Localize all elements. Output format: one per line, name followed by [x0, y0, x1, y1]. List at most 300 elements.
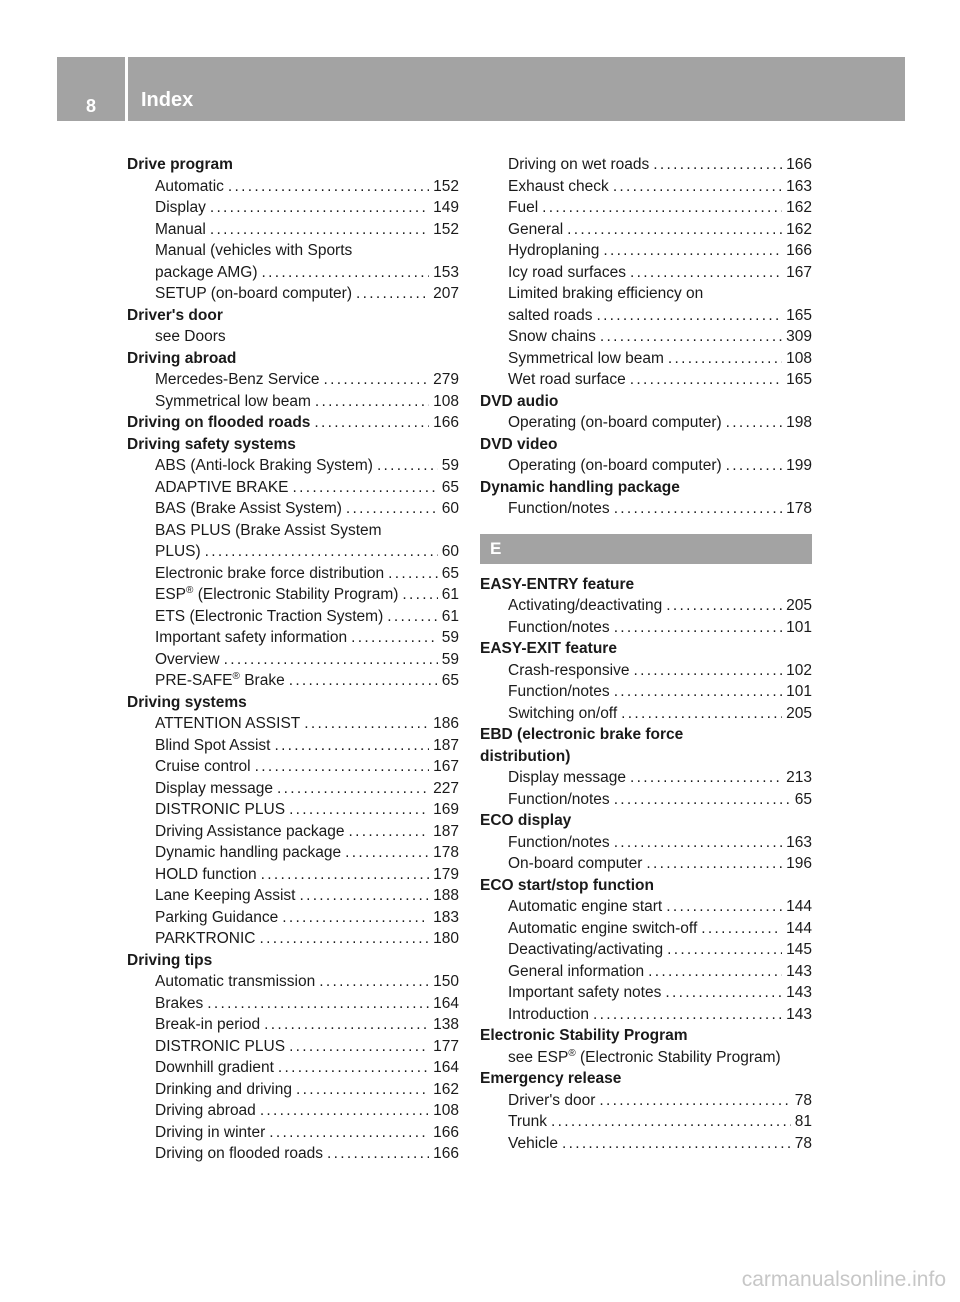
entry-label: [508, 176, 609, 198]
entry-label-text: On-board computer: [508, 855, 643, 872]
page-ref: 177: [433, 1037, 459, 1055]
entry-label-text: Break-in period: [155, 1016, 261, 1033]
index-entry: [480, 832, 812, 854]
entry-label-text: Automatic engine switch-off: [508, 919, 698, 937]
entry-label-text: package AMG): [155, 263, 258, 281]
index-subtext: [480, 283, 812, 305]
index-entry: [127, 842, 459, 864]
index-entry: [127, 1143, 459, 1165]
leader-dots: [228, 176, 429, 198]
index-entry: [480, 240, 812, 262]
leader-dots: [349, 821, 430, 843]
leader-dots: [293, 477, 438, 499]
leader-dots: [224, 649, 438, 671]
leader-dots: [277, 778, 429, 800]
page-ref: 166: [786, 242, 812, 259]
leader-dots: [567, 219, 782, 241]
index-heading: Driving safety systems: [127, 435, 296, 453]
leader-dots: [614, 832, 782, 854]
index-entry: [480, 1133, 812, 1155]
page-ref: 59: [441, 629, 459, 646]
page-ref: 163: [786, 833, 812, 851]
leader-dots: [542, 197, 782, 219]
entry-label-text: Automatic engine start: [508, 898, 663, 915]
index-entry: [127, 778, 459, 800]
entry-label-text: General: [508, 220, 564, 238]
entry-label: [508, 326, 596, 348]
index-heading: DVD video: [480, 435, 558, 453]
index-column-right: [480, 154, 812, 1154]
entry-label-text: Electronic brake force distribution: [155, 564, 385, 582]
subtext-label: Manual (vehicles with Sports: [155, 242, 353, 259]
entry-label: [508, 939, 663, 961]
index-entry: [127, 1100, 459, 1122]
index-entry: [480, 767, 812, 789]
page-ref: 187: [433, 736, 459, 754]
entry-label-text: Brakes: [155, 994, 204, 1012]
page-ref: 205: [786, 704, 812, 722]
entry-label-text: Downhill gradient: [155, 1059, 274, 1076]
entry-label-text: Display: [155, 199, 206, 216]
entry-label: [155, 477, 289, 499]
page-ref: 166: [433, 1145, 459, 1162]
entry-label: [508, 412, 722, 434]
index-entry: [480, 982, 812, 1004]
entry-label: [508, 1133, 558, 1155]
registered-mark: ®: [568, 1047, 576, 1059]
index-entry: [127, 1079, 459, 1101]
entry-label-text: Operating (on-board computer): [508, 457, 722, 474]
entry-label-text: Crash-responsive: [508, 661, 630, 679]
page-ref: 227: [433, 779, 459, 797]
entry-label-text: DISTRONIC PLUS: [155, 801, 286, 818]
index-entry: [480, 961, 812, 983]
leader-dots: [346, 498, 438, 520]
index-entry: [480, 918, 812, 940]
leader-dots: [289, 1036, 429, 1058]
page-ref: 199: [786, 457, 812, 474]
index-entry: [127, 477, 459, 499]
header-divider: [125, 57, 128, 121]
leader-dots: [345, 842, 429, 864]
leader-dots: [377, 455, 438, 477]
page-ref: 165: [786, 306, 812, 324]
page-ref: 188: [433, 887, 459, 904]
index-entry: [127, 1122, 459, 1144]
entry-label: [155, 584, 398, 606]
index-entry: [480, 617, 812, 639]
index-heading: Electronic Stability Program: [480, 1027, 688, 1044]
entry-label-text: Manual: [155, 220, 206, 238]
leader-dots: [315, 391, 429, 413]
index-entry: [127, 455, 459, 477]
page-ref: 180: [433, 930, 459, 947]
entry-label-text: Function/notes: [508, 833, 610, 851]
entry-label-text: Cruise control: [155, 758, 251, 775]
entry-label: [155, 262, 258, 284]
entry-label: [155, 606, 383, 628]
entry-label-text: Activating/deactivating: [508, 597, 663, 614]
index-entry: [127, 498, 459, 520]
leader-dots: [289, 799, 429, 821]
entry-label: [155, 498, 342, 520]
entry-label: [155, 391, 311, 413]
entry-label: [508, 369, 626, 391]
leader-dots: [653, 154, 782, 176]
page-ref: 183: [433, 908, 459, 926]
entry-label-cont: (Electronic Stability Program): [193, 586, 399, 603]
entry-label: [155, 563, 384, 585]
entry-label: [508, 767, 626, 789]
page-ref: 144: [786, 919, 812, 937]
page-ref: 187: [433, 822, 459, 840]
leader-dots: [701, 918, 782, 940]
page-ref: 149: [433, 199, 459, 216]
subtext-label-cont: (Electronic Stability Program): [575, 1048, 781, 1066]
entry-label-text: ABS (Anti-lock Braking System): [155, 457, 373, 474]
entry-label-text: Automatic: [155, 177, 224, 195]
leader-dots: [593, 1004, 782, 1026]
leader-dots: [296, 1079, 429, 1101]
leader-dots: [614, 681, 782, 703]
index-entry: [127, 627, 459, 649]
page-ref: 167: [433, 758, 459, 775]
page-ref: 164: [433, 994, 459, 1012]
leader-dots: [666, 896, 782, 918]
index-entry: [480, 939, 812, 961]
leader-dots: [726, 455, 782, 477]
entry-label-text: Wet road surface: [508, 371, 626, 388]
entry-label-text: DISTRONIC PLUS: [155, 1037, 286, 1055]
index-subtext: [127, 520, 459, 542]
index-entry: [127, 606, 459, 628]
index-entry: [480, 896, 812, 918]
page-ref: 61: [441, 607, 459, 625]
entry-label-text: ETS (Electronic Traction System): [155, 607, 384, 625]
entry-label-text: Driving on wet roads: [508, 156, 650, 173]
entry-label: [155, 928, 255, 950]
entry-label-text: Mercedes-Benz Service: [155, 371, 320, 388]
entry-label: [155, 1100, 256, 1122]
index-entry: [127, 799, 459, 821]
page-ref: 162: [786, 199, 812, 216]
registered-mark: ®: [186, 585, 194, 596]
index-entry: [127, 1036, 459, 1058]
entry-label: [155, 864, 257, 886]
entry-label: [155, 1143, 323, 1165]
entry-label: [155, 455, 373, 477]
entry-label-text: PARKTRONIC: [155, 930, 256, 947]
subtext-label: see ESP: [508, 1048, 569, 1066]
page-ref: 138: [433, 1016, 459, 1033]
entry-label: [155, 197, 206, 219]
leader-dots: [668, 348, 782, 370]
page-ref: 101: [786, 618, 812, 636]
entry-label: [508, 1004, 589, 1026]
subtext-label: Limited braking efficiency on: [508, 285, 704, 302]
entry-label: [508, 660, 629, 682]
page-ref: 178: [433, 844, 459, 861]
page-ref: 102: [786, 661, 812, 679]
entry-label-text: Driver's door: [508, 1091, 596, 1109]
page-ref: 163: [786, 177, 812, 195]
leader-dots: [402, 584, 437, 606]
entry-label: [508, 961, 644, 983]
leader-dots: [551, 1111, 791, 1133]
page-ref: 162: [786, 220, 812, 238]
page-ref: 59: [441, 650, 459, 668]
page-ref: 59: [441, 457, 459, 474]
entry-label: [508, 455, 722, 477]
page-ref: 213: [786, 769, 812, 786]
leader-dots: [388, 563, 438, 585]
index-entry: [127, 885, 459, 907]
entry-label-text: SETUP (on-board computer): [155, 285, 352, 302]
entry-label: [155, 1036, 285, 1058]
page-ref: 152: [433, 220, 459, 238]
entry-label-text: PLUS): [155, 543, 201, 560]
entry-label-text: Symmetrical low beam: [508, 349, 664, 367]
entry-label-text: Deactivating/activating: [508, 941, 664, 958]
entry-label: [155, 993, 203, 1015]
index-subtext: [127, 240, 459, 262]
leader-dots: [665, 982, 782, 1004]
page-ref: 81: [794, 1113, 812, 1130]
page-ref: 65: [794, 790, 812, 808]
entry-label: [508, 197, 538, 219]
index-entry: [127, 756, 459, 778]
index-entry: [127, 1057, 459, 1079]
entry-label-text: Symmetrical low beam: [155, 392, 311, 410]
index-entry: [127, 907, 459, 929]
entry-label: [508, 1111, 547, 1133]
index-heading: EBD (electronic brake force: [480, 726, 684, 743]
entry-label-text: Important safety notes: [508, 984, 662, 1001]
entry-label-text: Snow chains: [508, 328, 596, 345]
entry-label: [155, 1079, 292, 1101]
leader-dots: [210, 219, 429, 241]
entry-label-text: BAS (Brake Assist System): [155, 500, 342, 517]
index-entry: [480, 1004, 812, 1026]
leader-dots: [299, 885, 429, 907]
page-title: Index: [141, 89, 194, 111]
entry-label-text: PRE-SAFE: [155, 672, 233, 689]
page-ref: 153: [433, 263, 459, 281]
index-heading: EASY-EXIT feature: [480, 640, 617, 657]
index-entry: [480, 197, 812, 219]
section-letter: E: [480, 534, 812, 564]
index-entry: [480, 455, 812, 477]
leader-dots: [351, 627, 438, 649]
subtext-label: see Doors: [155, 328, 226, 345]
entry-label-text: Fuel: [508, 199, 539, 216]
index-heading: Driver's door: [127, 306, 223, 324]
leader-dots: [614, 617, 782, 639]
entry-label-text: Function/notes: [508, 683, 610, 700]
index-entry: [127, 262, 459, 284]
index-subtext: [127, 326, 459, 348]
leader-dots: [667, 939, 782, 961]
index-entry: [480, 853, 812, 875]
page-ref: 186: [433, 715, 459, 732]
index-entry: [480, 176, 812, 198]
entry-label-text: Hydroplaning: [508, 242, 600, 259]
entry-label: [508, 789, 610, 811]
leader-dots: [262, 262, 430, 284]
index-entry: [127, 541, 459, 563]
page-ref: 143: [786, 1005, 812, 1023]
page-ref: 61: [441, 586, 459, 603]
page-ref: 65: [441, 478, 459, 496]
leader-dots: [630, 767, 782, 789]
index-column-left: [127, 154, 459, 1165]
page-number: 8: [85, 96, 96, 116]
leader-dots: [207, 993, 429, 1015]
entry-label-text: Parking Guidance: [155, 908, 279, 926]
entry-label-text: ESP: [155, 586, 187, 603]
entry-label: [508, 240, 599, 262]
leader-dots: [255, 756, 430, 778]
leader-dots: [260, 1100, 429, 1122]
leader-dots: [600, 326, 782, 348]
page-ref: 167: [786, 263, 812, 281]
page-ref: 144: [786, 898, 812, 915]
entry-label-text: Overview: [155, 650, 220, 668]
leader-dots: [319, 971, 429, 993]
entry-label: [508, 982, 661, 1004]
index-heading: Driving tips: [127, 951, 213, 969]
leader-dots: [562, 1133, 791, 1155]
leader-dots: [630, 262, 782, 284]
entry-label: [155, 670, 285, 692]
index-entry: [127, 821, 459, 843]
page-ref: 164: [433, 1059, 459, 1076]
entry-label-text: HOLD function: [155, 865, 257, 883]
entry-label-text: General information: [508, 962, 645, 980]
leader-dots: [289, 670, 438, 692]
entry-label: [155, 842, 341, 864]
index-entry: [480, 348, 812, 370]
leader-dots: [324, 369, 430, 391]
index-entry: [480, 498, 812, 520]
entry-label: [155, 971, 315, 993]
entry-label: [508, 348, 664, 370]
page-ref: 65: [441, 672, 459, 689]
page-ref: 196: [786, 855, 812, 872]
index-entry: [127, 219, 459, 241]
index-entry: [480, 305, 812, 327]
page-ref: 108: [786, 349, 812, 367]
entry-label-text: Driving on flooded roads: [155, 1145, 324, 1162]
entry-label-text: Icy road surfaces: [508, 263, 627, 281]
entry-label: [155, 799, 285, 821]
entry-label-text: Blind Spot Assist: [155, 736, 271, 754]
entry-label: [155, 1014, 260, 1036]
page-ref: 108: [433, 392, 459, 410]
index-entry: [127, 197, 459, 219]
entry-label: [508, 703, 617, 725]
leader-dots: [261, 864, 429, 886]
leader-dots: [614, 498, 782, 520]
entry-label-text: Function/notes: [508, 500, 610, 517]
entry-label-text: Driving on flooded roads: [127, 414, 311, 431]
watermark: carmanualsonline.info: [741, 1268, 946, 1291]
entry-label: [155, 907, 278, 929]
leader-dots: [269, 1122, 429, 1144]
page-ref: 207: [433, 285, 459, 302]
entry-label: [508, 154, 649, 176]
leader-dots: [666, 595, 782, 617]
leader-dots: [327, 1143, 429, 1165]
index-entry: [127, 391, 459, 413]
entry-label: [155, 541, 201, 563]
entry-label-text: Lane Keeping Assist: [155, 887, 296, 904]
page-ref: 309: [786, 328, 812, 345]
entry-label-text: Introduction: [508, 1005, 589, 1023]
entry-label-text: Driving Assistance package: [155, 822, 345, 840]
page-ref: 178: [786, 500, 812, 517]
leader-dots: [613, 176, 782, 198]
index-entry: [480, 326, 812, 348]
entry-label: [508, 832, 610, 854]
leader-dots: [603, 240, 782, 262]
index-entry: [127, 283, 459, 305]
index-entry: [480, 681, 812, 703]
index-entry: [480, 1111, 812, 1133]
page-ref: 165: [786, 371, 812, 388]
page-ref: 143: [786, 962, 812, 980]
entry-label: [155, 778, 273, 800]
leader-dots: [387, 606, 437, 628]
index-heading: ECO display: [480, 812, 572, 829]
entry-label-text: salted roads: [508, 306, 593, 324]
index-heading: DVD audio: [480, 392, 559, 410]
leader-dots: [210, 197, 429, 219]
entry-label: [155, 735, 270, 757]
entry-label: [155, 283, 352, 305]
entry-label-text: Function/notes: [508, 790, 610, 808]
entry-label: [155, 1122, 265, 1144]
leader-dots: [630, 369, 782, 391]
entry-label-text: Operating (on-board computer): [508, 414, 722, 431]
leader-dots: [596, 305, 782, 327]
page-ref: 143: [786, 984, 812, 1001]
entry-label-text: Driving abroad: [155, 1102, 256, 1119]
index-heading: EASY-ENTRY feature: [480, 575, 635, 593]
page-ref: 78: [794, 1091, 812, 1109]
entry-label-text: ATTENTION ASSIST: [155, 715, 301, 732]
index-entry: [127, 649, 459, 671]
index-entry: [127, 928, 459, 950]
entry-label-text: Vehicle: [508, 1134, 558, 1152]
entry-label: [508, 305, 592, 327]
index-entry: [127, 584, 459, 606]
index-entry: [127, 670, 459, 692]
entry-label: [155, 1057, 274, 1079]
page-ref: 166: [433, 1123, 459, 1141]
entry-label: [508, 918, 697, 940]
index-heading: ECO start/stop function: [480, 876, 654, 894]
entry-label-text: Drinking and driving: [155, 1080, 292, 1098]
index-entry: [480, 262, 812, 284]
entry-label: [155, 369, 320, 391]
index-heading: Driving systems: [127, 693, 247, 711]
entry-label: [155, 821, 345, 843]
page-ref: 162: [433, 1080, 459, 1098]
registered-mark: ®: [232, 671, 240, 682]
index-entry: [480, 595, 812, 617]
entry-label-text: Display message: [155, 779, 274, 797]
